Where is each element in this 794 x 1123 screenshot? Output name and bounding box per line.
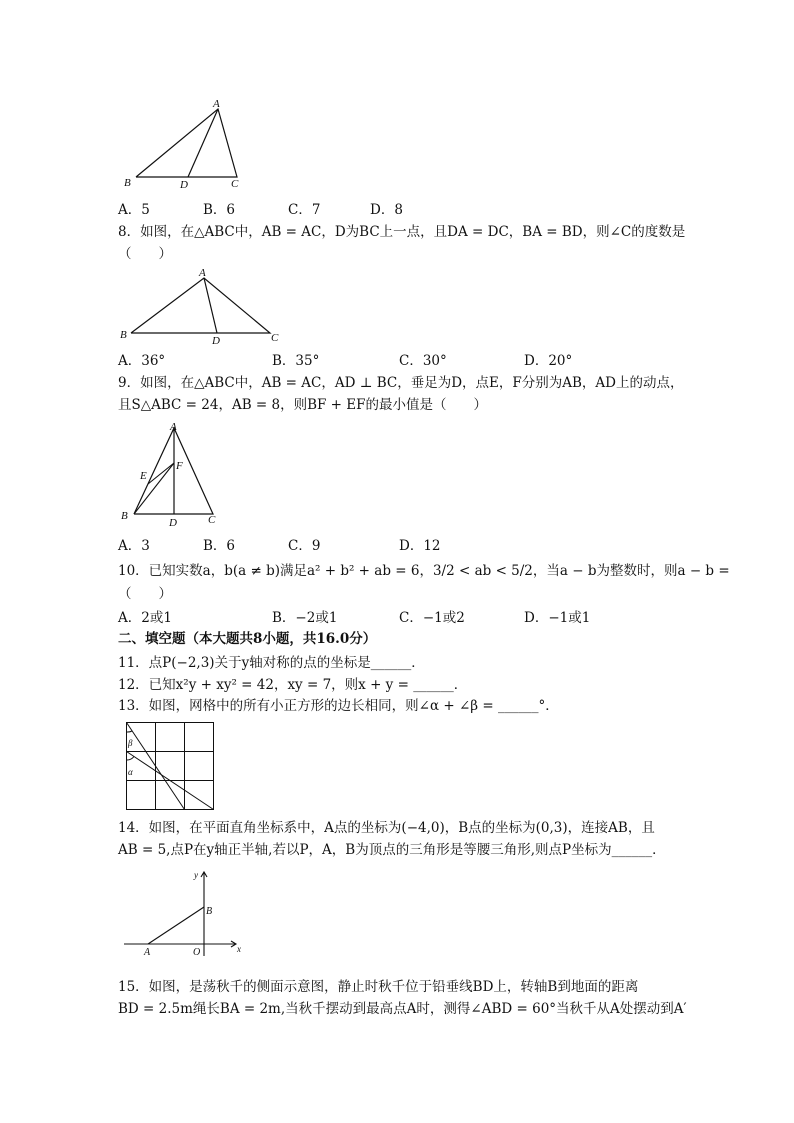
fig9-label-F: F [176,460,183,472]
q14-question-line2: AB = 5,点P在y轴正半轴,若以P，A，B为顶点的三角形是等腰三角形,则点P坐标为______． [118,842,666,858]
fig9-label-E: E [140,470,147,482]
q10-option-a[interactable]: A．2或1 [118,610,172,626]
q9-option-c[interactable]: C．9 [288,538,321,554]
q7-option-b[interactable]: B．6 [203,202,236,218]
q14-coordinate-figure [118,866,248,958]
q8-question-text: 8．如图，在△ABC中，AB = AC，D为BC上一点，且DA = DC，BA = BD，则∠C的度数是 [118,224,686,240]
q8-answer-paren: （ ） [118,246,172,262]
q15-question-line2: BD = 2.5m绳长BA = 2m,当秋千摆动到最高点A时，测得∠ABD = 60°当秋千从A处摆动到A′ [118,1001,687,1017]
q8-triangle-figure [118,264,288,348]
q10-question-line1: 10．已知实数a，b(a ≠ b)满足a² + b² + ab = 6，3/2 < ab < 5/2，当a − b为整数时，则a − b = [118,563,730,579]
fig9-label-D: D [169,517,177,529]
q11-question-text: 11．点P(−2,3)关于y轴对称的点的坐标是______． [118,655,425,671]
fig7-label-A: A [213,98,220,110]
q9-triangle-figure [118,418,228,528]
q9-option-a[interactable]: A．3 [118,538,150,554]
q15-question-line1: 15．如图，是荡秋千的侧面示意图，静止时秋千位于铅垂线BD上，转轴B到地面的距离 [118,979,639,995]
fig9-label-A: A [170,421,177,433]
fig7-label-D: D [180,179,188,191]
fig7-label-B: B [124,177,131,189]
section-fill-in-heading: 二、填空题（本大题共8小题，共16.0分） [118,631,377,647]
q14-question-line1: 14．如图，在平面直角坐标系中，A点的坐标为(−4,0)，B点的坐标为(0,3)，连接AB，且 [118,820,655,836]
q14-label-A: A [144,947,151,958]
q10-option-c[interactable]: C．−1或2 [399,610,465,626]
fig8-label-C: C [271,332,279,344]
fig8-label-A: A [199,267,206,279]
q8-option-c[interactable]: C．30° [399,353,447,369]
q14-label-B: B [206,906,213,917]
q12-question-text: 12．已知x²y + xy² = 42，xy = 7，则x + y = ______． [118,677,468,693]
q13-grid-figure [126,722,218,812]
q14-y-axis-label: y [194,870,198,880]
fig7-label-C: C [231,178,239,190]
q7-option-a[interactable]: A．5 [118,202,150,218]
q9-question-line2: 且S△ABC = 24，AB = 8，则BF + EF的最小值是（ ） [118,397,488,413]
q9-question-line1: 9．如图，在△ABC中，AB = AC，AD ⊥ BC，垂足为D，点E，F分别为AB，AD上的动点， [118,375,684,391]
q7-triangle-figure [118,96,258,192]
q10-option-b[interactable]: B．−2或1 [272,610,338,626]
q13-alpha-label: α [128,767,133,777]
q9-option-d[interactable]: D．12 [399,538,441,554]
fig9-label-C: C [208,514,216,526]
fig9-label-B: B [121,510,128,522]
q10-answer-paren: （ ） [118,586,172,602]
q7-option-c[interactable]: C．7 [288,202,321,218]
fig8-label-B: B [120,329,127,341]
q13-beta-label: β [128,738,133,748]
q14-x-axis-label: x [237,944,241,954]
q7-option-d[interactable]: D．8 [370,202,403,218]
q14-label-O: O [193,947,201,958]
fig8-label-D: D [212,335,220,347]
q13-question-text: 13．如图，网格中的所有小正方形的边长相同，则∠α + ∠β = ______°． [118,698,559,714]
q9-option-b[interactable]: B．6 [203,538,236,554]
q8-option-a[interactable]: A．36° [118,353,166,369]
q8-option-d[interactable]: D．20° [524,353,573,369]
q8-option-b[interactable]: B．35° [272,353,320,369]
q10-option-d[interactable]: D．−1或1 [524,610,591,626]
